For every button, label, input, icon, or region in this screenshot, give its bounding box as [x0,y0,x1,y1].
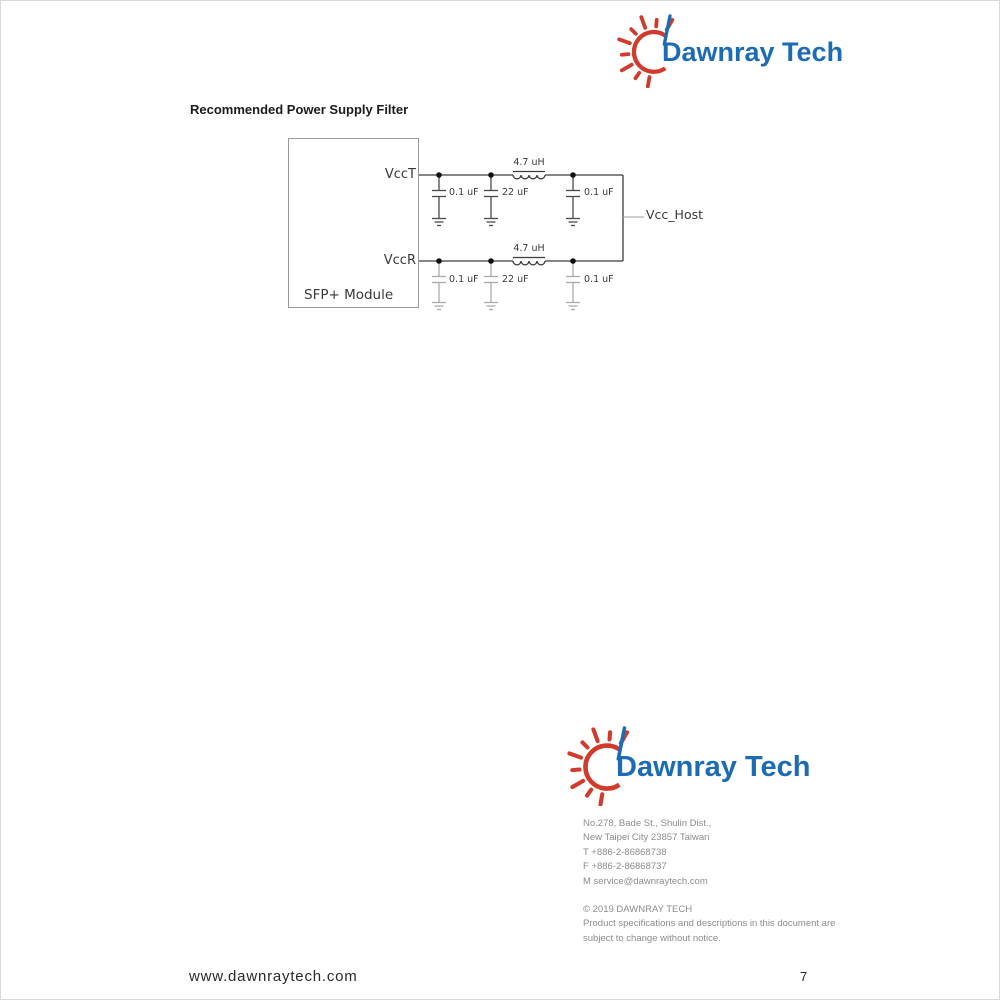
sfp-module-box [289,139,419,308]
email-line: M service@dawnraytech.com [583,875,708,887]
section-heading: Recommended Power Supply Filter [190,102,409,117]
capacitor-symbol [484,175,498,226]
notice-line-2: subject to change without notice. [583,932,721,944]
contact-block [583,817,711,889]
capacitor-symbol [432,261,446,310]
brand-logo-bottom [566,724,810,806]
junction-dots [436,172,576,264]
sfp-module-label: SFP+ Module [304,287,394,303]
vccr-rail-wire [419,258,623,265]
capacitor-value-label: 22 uF [502,187,529,198]
sun-circle [634,32,665,72]
inductor-value-label: 4.7 uH [513,243,545,254]
capacitor-symbol [432,175,446,226]
ground-symbol [432,303,446,310]
power-filter-circuit-diagram [288,138,768,323]
page-number: 7 [800,969,808,984]
ground-symbol [484,303,498,310]
inductor-value-label: 4.7 uH [513,157,545,168]
capacitor-value-label: 0.1 uF [584,187,614,198]
capacitor-symbol [484,261,498,310]
capacitor-value-label: 0.1 uF [584,274,614,285]
sun-circle [585,746,619,789]
address-line-2: New Taipei City 23857 Taiwan [583,832,710,844]
brand-logo-top [616,12,843,88]
ground-symbol [432,219,446,226]
inductor-symbol [513,175,545,179]
vccr-pin-label: VccR [383,253,416,268]
legal-block [583,903,835,946]
brand-name: Dawnray Tech [616,750,811,783]
vcct-pin-label: VccT [384,167,416,182]
fax-line: F +886-2-86868737 [583,861,667,873]
copyright-line: © 2019 DAWNRAY TECH [583,904,693,915]
ground-symbol [566,219,580,226]
vcc-host-label: Vcc_Host [646,207,704,222]
notice-line-1: Product specifications and descriptions in this document are [583,918,836,930]
capacitor-value-label: 0.1 uF [449,187,479,198]
footer-website-url: www.dawnraytech.com [189,968,358,985]
capacitor-value-label: 22 uF [502,274,529,285]
ground-symbol [484,219,498,226]
address-line-1: No.278, Bade St., Shulin Dist., [583,818,712,829]
capacitor-symbol [566,261,580,310]
capacitor-value-label: 0.1 uF [449,274,479,285]
vcct-capacitors [432,175,580,226]
brand-name: Dawnray Tech [662,36,844,67]
inductor-symbol [513,261,545,265]
capacitor-symbol [566,175,580,226]
phone-line: T +886-2-86868738 [583,846,667,858]
ground-symbol [566,303,580,310]
